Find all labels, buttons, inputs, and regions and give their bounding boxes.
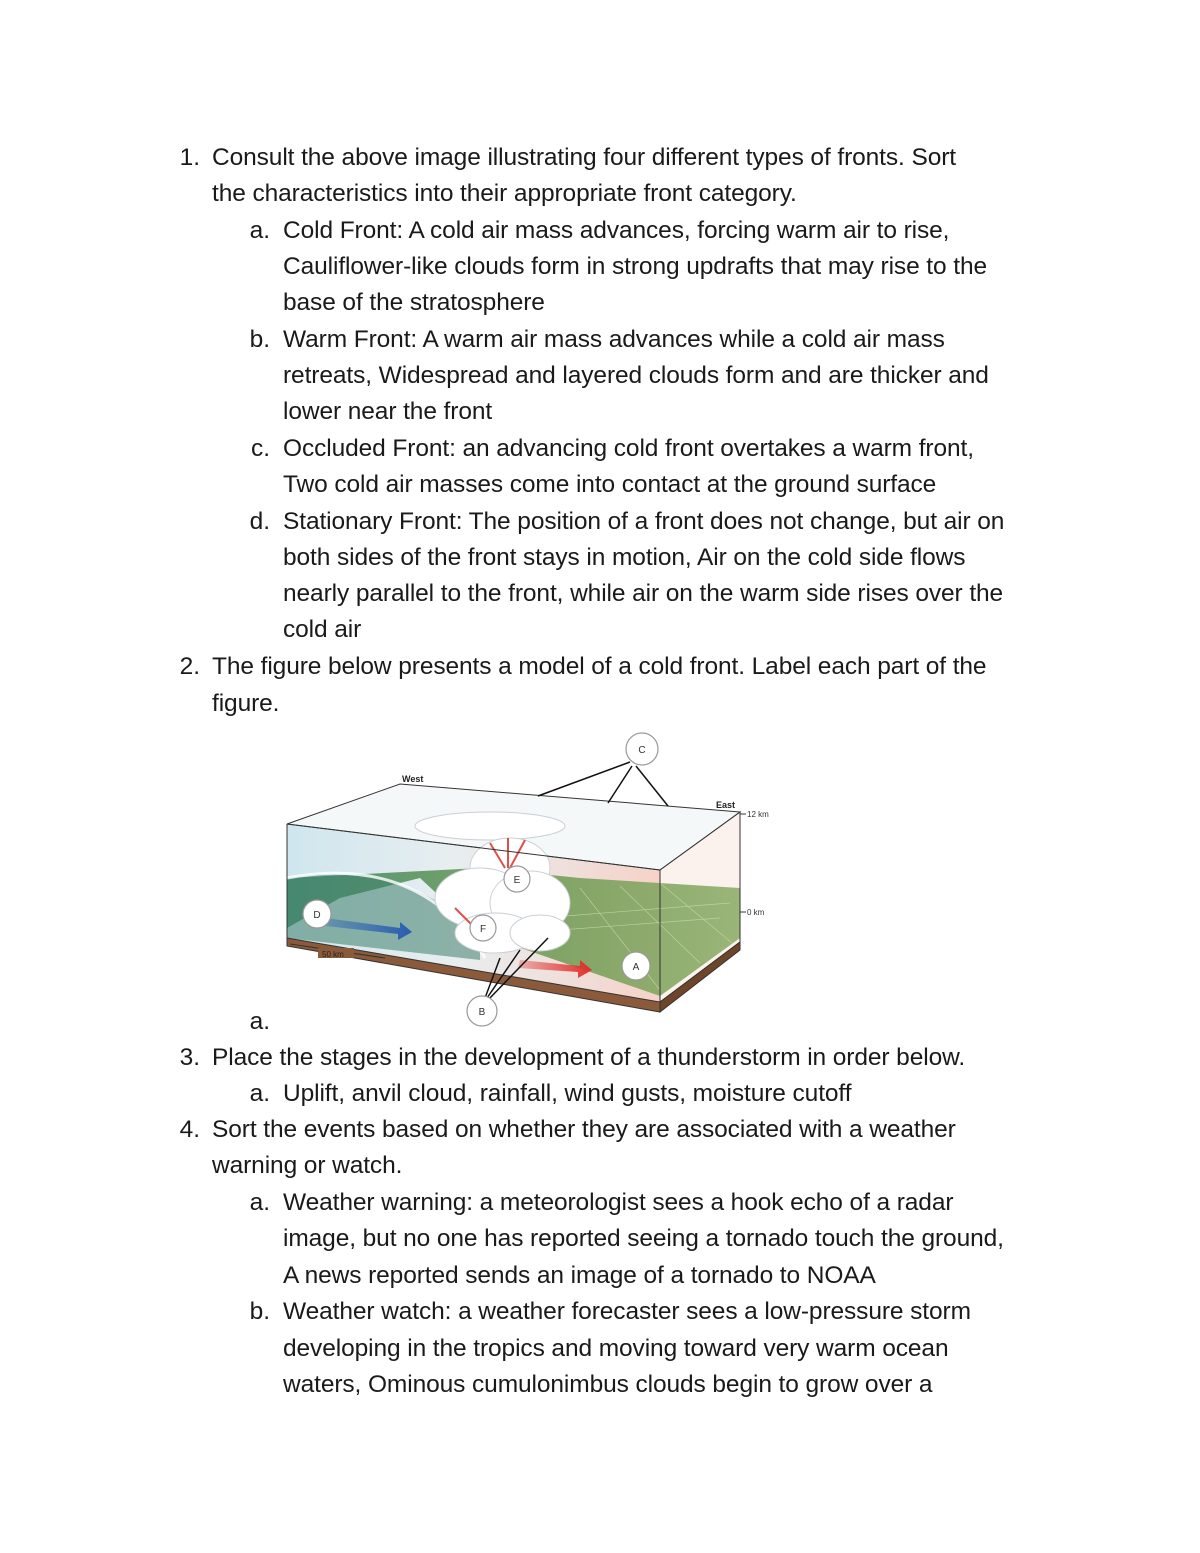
q4-answer-a-line-1: Weather warning: a meteorologist sees a hook echo of a radar xyxy=(283,1189,954,1216)
cold-front-diagram xyxy=(280,728,800,1028)
q1-answer-d-line-3: nearly parallel to the front, while air on the warm side rises over the xyxy=(283,580,1004,607)
q1-answer-b-line-1: Warm Front: A warm air mass advances while a cold air mass xyxy=(283,326,945,353)
q1-answer-d-line-4: cold air xyxy=(283,616,362,643)
q4-answer-b-line-3: waters, Ominous cumulonimbus clouds begin to grow over a xyxy=(283,1371,933,1398)
question-1-number: 1. xyxy=(179,144,200,171)
q3-answer-a-letter: a. xyxy=(249,1080,270,1107)
q1-answer-d-line-1: Stationary Front: The position of a front does not change, but air on xyxy=(283,508,1005,535)
q1-answer-c-line-2: Two cold air masses come into contact at the ground surface xyxy=(283,471,937,498)
cold-front-diagram-svg xyxy=(280,728,800,1028)
q1-answer-c-line-1: Occluded Front: an advancing cold front overtakes a warm front, xyxy=(283,435,974,462)
q1-answer-a-line-2: Cauliflower-like clouds form in strong updrafts that may rise to the xyxy=(283,253,987,280)
q1-answer-b-letter: b. xyxy=(249,326,270,353)
callout-c-label: C xyxy=(638,745,646,756)
q3-answer-a-line-1: Uplift, anvil cloud, rainfall, wind gusts, moisture cutoff xyxy=(283,1080,852,1107)
callout-b-label: B xyxy=(478,1007,486,1018)
q2-answer-a-letter: a. xyxy=(249,1008,270,1035)
ground-height-label: 0 km xyxy=(747,908,765,917)
q1-answer-b-line-3: lower near the front xyxy=(283,398,493,425)
q1-answer-a-line-1: Cold Front: A cold air mass advances, forcing warm air to rise, xyxy=(283,217,950,244)
q1-answer-a-letter: a. xyxy=(249,217,270,244)
q1-answer-b-line-2: retreats, Widespread and layered clouds form and are thicker and xyxy=(283,362,989,389)
callout-d-label: D xyxy=(313,910,321,921)
q1-answer-a-line-3: base of the stratosphere xyxy=(283,289,545,316)
east-label: East xyxy=(716,800,736,810)
q1-answer-d-letter: d. xyxy=(249,508,270,535)
west-label: West xyxy=(402,774,424,784)
question-2-text-line-1: The figure below presents a model of a cold front. Label each part of the xyxy=(212,653,987,680)
callout-f-label: F xyxy=(479,924,487,935)
question-3-number: 3. xyxy=(179,1044,200,1071)
question-4-text-line-2: warning or watch. xyxy=(212,1152,403,1179)
q1-answer-d-line-2: both sides of the front stays in motion, Air on the cold side flows xyxy=(283,544,966,571)
q4-answer-a-line-2: image, but no one has reported seeing a tornado touch the ground, xyxy=(283,1225,1004,1252)
question-2-number: 2. xyxy=(179,653,200,680)
callout-e-label: E xyxy=(513,875,521,886)
question-4-number: 4. xyxy=(179,1116,200,1143)
distance-label: 50 km xyxy=(322,950,344,959)
q4-answer-b-line-1: Weather watch: a weather forecaster sees a low-pressure storm xyxy=(283,1298,971,1325)
q4-answer-a-line-3: A news reported sends an image of a tornado to NOAA xyxy=(283,1262,876,1289)
q4-answer-b-letter: b. xyxy=(249,1298,270,1325)
q4-answer-a-letter: a. xyxy=(249,1189,270,1216)
question-3-text-line-1: Place the stages in the development of a thunderstorm in order below. xyxy=(212,1044,966,1071)
question-2-text-line-2: figure. xyxy=(212,690,280,717)
question-1-text-line-2: the characteristics into their appropriate front category. xyxy=(212,180,797,207)
q4-answer-b-line-2: developing in the tropics and moving toward very warm ocean xyxy=(283,1335,949,1362)
top-height-label: 12 km xyxy=(747,810,769,819)
callout-a-label: A xyxy=(632,962,640,973)
q1-answer-c-letter: c. xyxy=(250,435,270,462)
question-4-text-line-1: Sort the events based on whether they are associated with a weather xyxy=(212,1116,956,1143)
question-1-text-line-1: Consult the above image illustrating four different types of fronts. Sort xyxy=(212,144,956,171)
